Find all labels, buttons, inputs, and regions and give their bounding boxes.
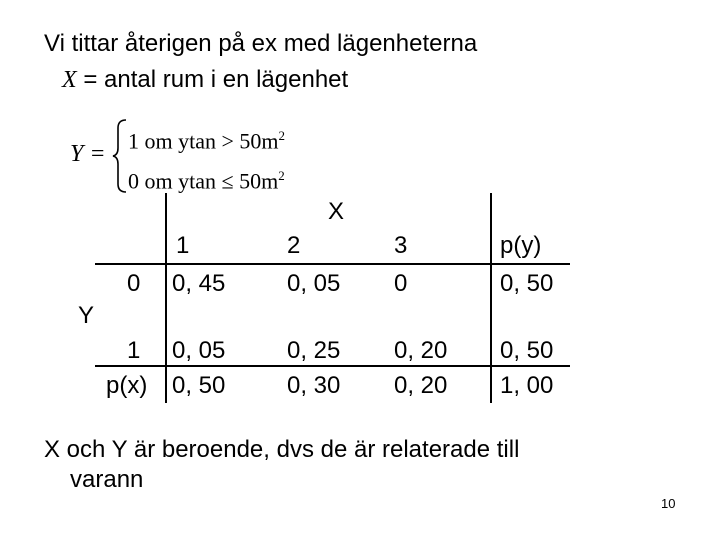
col-header: 1 [176, 232, 190, 259]
table-cell: 0, 50 [172, 372, 226, 399]
variable-x: X [62, 67, 77, 93]
formula-case-2-exponent: 2 [278, 168, 285, 183]
table-cell: 0, 20 [394, 337, 448, 364]
heading-line-1: Vi tittar återigen på ex med lägenheterna [44, 30, 478, 57]
table-divider-horizontal-top [95, 263, 570, 265]
conclusion-line-2: varann [70, 466, 144, 493]
row-label: 0 [127, 270, 141, 297]
col-header: 3 [394, 232, 408, 259]
col-header: 2 [287, 232, 301, 259]
formula-case-2 [128, 163, 285, 194]
table-cell: 0, 50 [500, 270, 554, 297]
table-divider-vertical-right [490, 193, 492, 403]
heading-line-2 [62, 66, 348, 94]
table-cell: 0 [394, 270, 408, 297]
table-cell: 1, 00 [500, 372, 554, 399]
table-divider-vertical-left [165, 193, 167, 403]
formula-lhs: Y = [70, 141, 106, 167]
heading-line-2-text: = antal rum i en lägenhet [76, 66, 349, 93]
formula-case-2-text: 0 om ytan ≤ 50m [128, 168, 279, 194]
table-cell: 0, 50 [500, 337, 554, 364]
table-divider-horizontal-bottom [95, 365, 570, 367]
row-label: 1 [127, 337, 141, 364]
formula-case-1 [128, 123, 285, 154]
table-cell: 0, 45 [172, 270, 226, 297]
table-cell: 0, 20 [394, 372, 448, 399]
table-cell: 0, 30 [287, 372, 341, 399]
conclusion-line-1: X och Y är beroende, dvs de är relaterade till [44, 436, 520, 463]
table-cell: 0, 05 [287, 270, 341, 297]
page-number: 10 [661, 496, 676, 511]
row-label: p(x) [106, 372, 148, 399]
table-x-label: X [328, 198, 345, 225]
col-header: p(y) [500, 232, 542, 259]
formula-case-1-text: 1 om ytan > 50m [128, 128, 279, 154]
formula-case-1-exponent: 2 [278, 128, 286, 143]
curly-brace-icon [112, 118, 128, 194]
table-cell: 0, 05 [172, 337, 226, 364]
table-y-label: Y [78, 302, 95, 329]
table-cell: 0, 25 [287, 337, 341, 364]
